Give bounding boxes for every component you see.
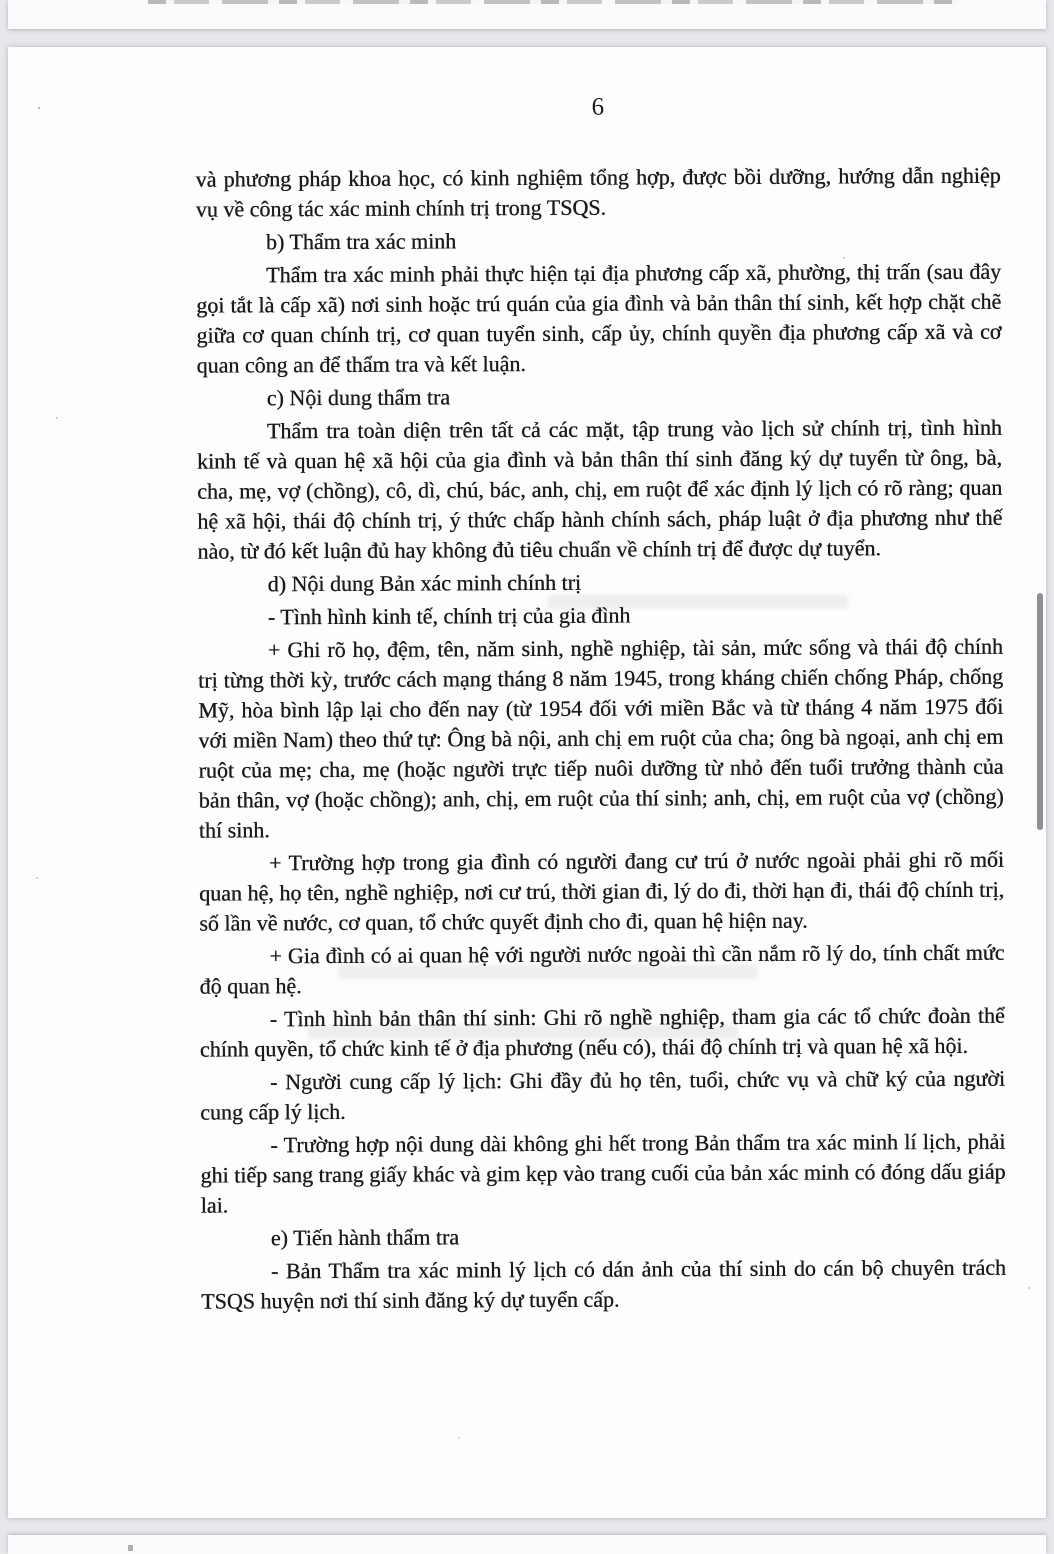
list-item-tinh-hinh-ban-than-thi-sinh: - Tình hình bản thân thí sinh: Ghi rõ nghề nghiệp, tham gia các tổ chức đoàn thể chính quyền, tổ chức kinh tế ở địa phương (nếu có), thái độ chính trị và quan hệ xã hội.: [199, 1002, 1005, 1062]
list-item-nguoi-cung-cap-ly-lich: - Người cung cấp lý lịch: Ghi đầy đủ họ tên, tuổi, chức vụ và chữ ký của người cung cấp lý lịch.: [200, 1065, 1006, 1125]
heading-d-noi-dung-ban-xac-minh: d) Nội dung Bản xác minh chính trị: [267, 569, 582, 597]
list-item-tinh-hinh-kinh-te: - Tình hình kinh tế, chính trị của gia đình: [267, 602, 631, 630]
document-page: [8, 47, 1046, 1518]
previous-page-sliver: [8, 0, 1046, 29]
heading-b-tham-tra-xac-minh: b) Thẩm tra xác minh: [265, 228, 457, 255]
page-content: [8, 44, 1053, 1520]
list-item-truong-hop-cu-tru-nuoc-ngoai: + Trường hợp trong gia đình có người đang cư trú ở nước ngoài phải ghi rõ mối quan hệ, họ tên, nghề nghiệp, nơi cư trú, thời gian đi, lý do đi, thời hạn đi, thái độ chính trị, số lần về nước, cơ quan, tổ chức quyết định cho đi, quan hệ hiện nay.: [199, 846, 1005, 936]
list-item-ban-tham-tra-dan-anh: - Bản Thẩm tra xác minh lý lịch có dán ảnh của thí sinh do cán bộ chuyên trách TSQS huyện nơi thí sinh đăng ký dự tuyển cấp.: [201, 1254, 1007, 1314]
document-body: [196, 161, 1007, 1317]
page-number: 6: [591, 93, 605, 121]
next-page-scan-mark: [128, 1545, 133, 1551]
paragraph-tham-tra-xac-minh: Thẩm tra xác minh phải thực hiện tại địa phương cấp xã, phường, thị trấn (sau đây gọi tắt là cấp xã) nơi sinh hoặc trú quán của gia đình và bản thân thí sinh, kết hợp chặt chẽ giữa cơ quan chính trị, cơ quan tuyển sinh, cấp ủy, chính quyền địa phương cấp xã và cơ quan công an để thẩm tra và kết luận.: [196, 258, 1002, 378]
heading-e-tien-hanh-tham-tra: e) Tiến hành thẩm tra: [270, 1224, 460, 1251]
previous-page-scan-edge-artifact: [148, 0, 958, 4]
list-item-truong-hop-noi-dung-dai: - Trường hợp nội dung dài không ghi hết trong Bản thẩm tra xác minh lí lịch, phải ghi tiếp sang trang giấy khác và gim kẹp vào trang cuối của bản xác minh có đóng dấu giáp lai.: [200, 1128, 1006, 1218]
paragraph-noi-dung-tham-tra: Thẩm tra toàn diện trên tất cả các mặt, tập trung vào lịch sử chính trị, tình hình kinh tế và quan hệ xã hội của gia đình và bản thân thí sinh đăng ký dự tuyển từ ông, bà, cha, mẹ, vợ (chồng), cô, dì, chú, bác, anh, chị, em ruột để xác định lý lịch có rõ ràng; quan hệ xã hội, thái độ chính trị, ý thức chấp hành chính sách, pháp luật ở địa phương như thế nào, từ đó kết luận đủ hay không đủ tiêu chuẩn về chính trị để được dự tuyển.: [196, 414, 1003, 564]
heading-c-noi-dung-tham-tra: c) Nội dung thẩm tra: [266, 384, 451, 411]
paragraph-continuation: và phương pháp khoa học, có kinh nghiệm tổng hợp, được bồi dưỡng, hướng dẫn nghiệp vụ về công tác xác minh chính trị trong TSQS.: [195, 162, 1001, 222]
list-item-gia-dinh-quan-he-nuoc-ngoai: + Gia đình có ai quan hệ với người nước ngoài thì cần nắm rõ lý do, tính chất mức độ quan hệ.: [199, 939, 1005, 999]
scrollbar-thumb[interactable]: [1037, 593, 1043, 830]
list-item-ghi-ro-ho-dem-ten: + Ghi rõ họ, đệm, tên, năm sinh, nghề nghiệp, tài sản, mức sống và thái độ chính trị từng thời kỳ, trước cách mạng tháng 8 năm 1945, trong kháng chiến chống Pháp, chống Mỹ, hòa bình lập lại cho đến nay (từ 1954 đối với miền Bắc và từ tháng 4 năm 1975 đối với miền Nam) theo thứ tự: Ông bà nội, anh chị em ruột của cha; ông bà ngoại, anh chị em ruột của mẹ; cha, mẹ (hoặc người trực tiếp nuôi dưỡng từ nhỏ đến tuổi trưởng thành của bản thân, vợ (hoặc chồng); anh, chị, em ruột của thí sinh; anh, chị, em ruột của vợ (chồng) thí sinh.: [198, 633, 1004, 843]
next-page-sliver: [8, 1535, 1046, 1554]
